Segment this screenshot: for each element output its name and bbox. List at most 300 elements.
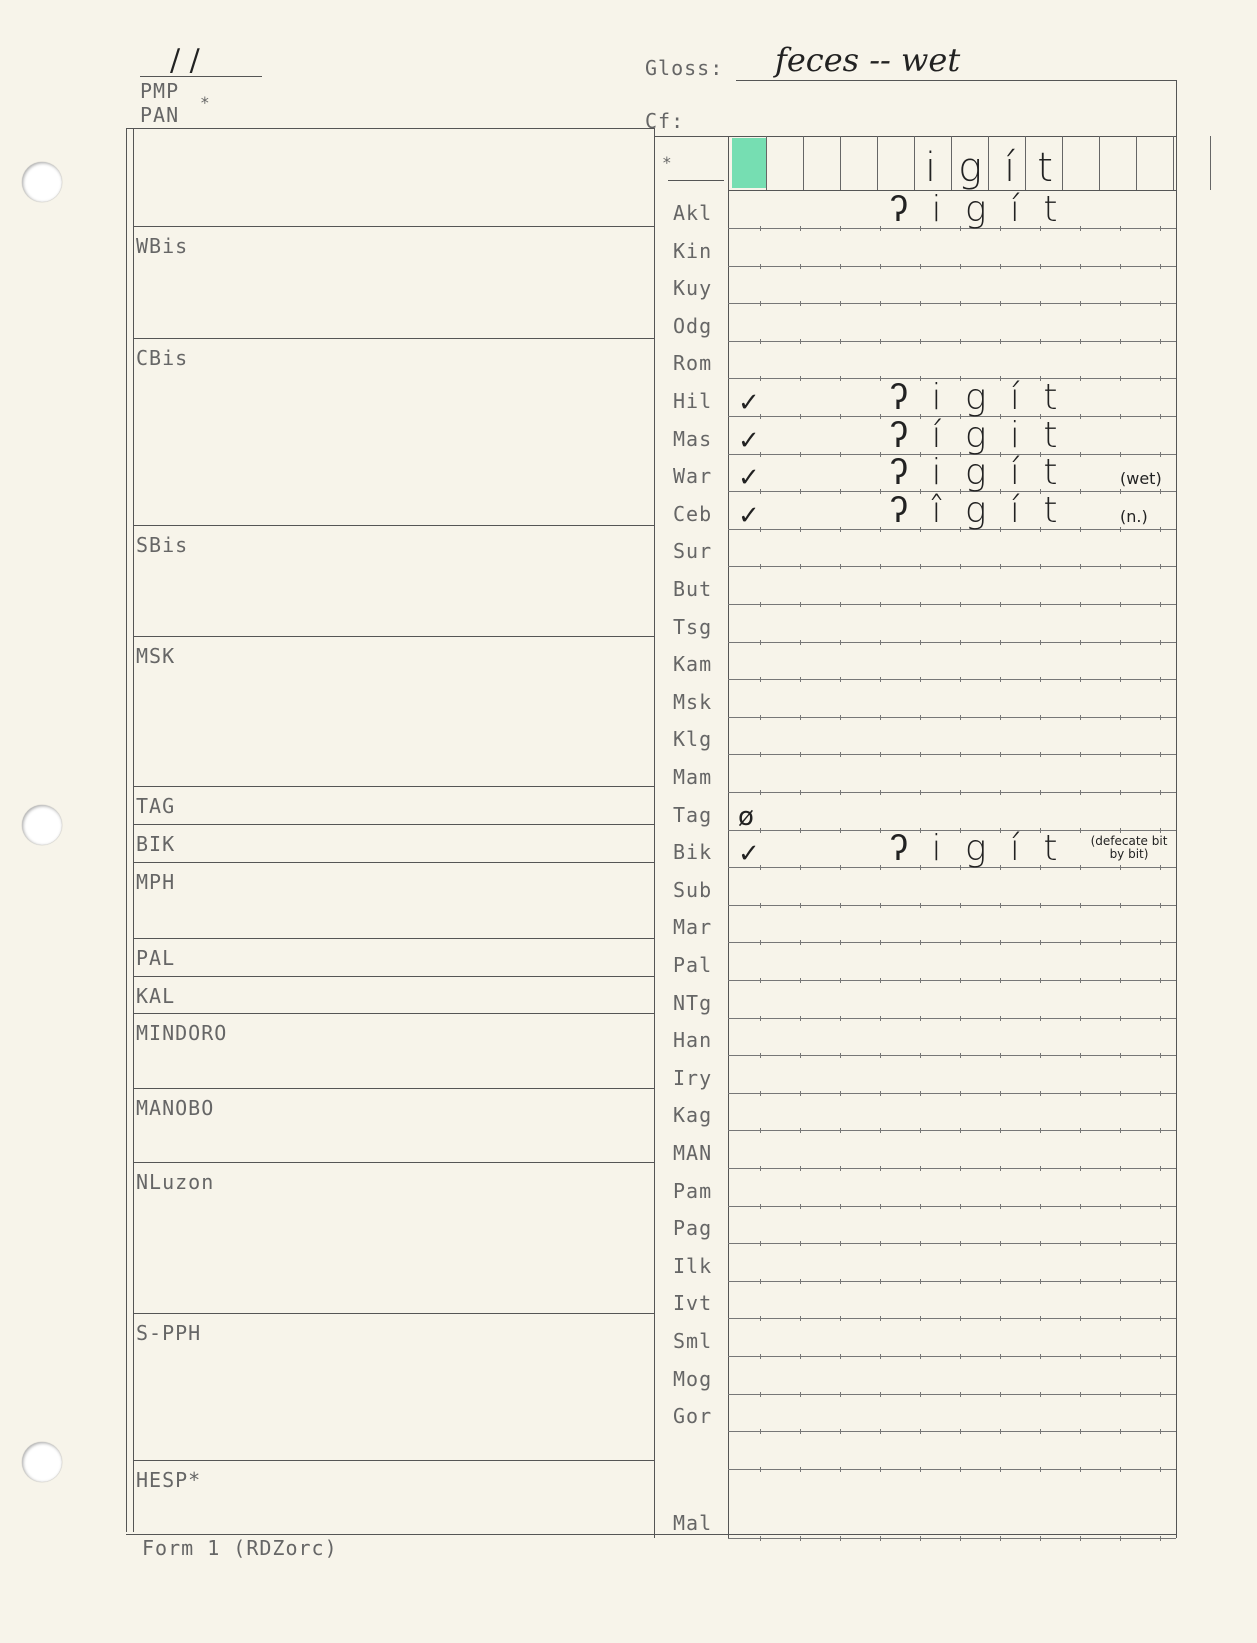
- row-tick: [1120, 677, 1121, 682]
- language-row-line: [728, 1538, 1176, 1539]
- row-tick: [1040, 640, 1041, 645]
- row-tick: [1160, 1316, 1161, 1321]
- row-tick: [800, 264, 801, 269]
- row-tick: [1000, 1467, 1001, 1472]
- row-tick: [1040, 264, 1041, 269]
- row-tick: [760, 527, 761, 532]
- row-tick: [800, 564, 801, 569]
- language-code: Mam: [673, 765, 713, 789]
- row-tick: [1120, 602, 1121, 607]
- row-tick: [1000, 301, 1001, 306]
- row-tick: [880, 903, 881, 908]
- row-tick: [1160, 903, 1161, 908]
- group-label: KAL: [136, 984, 176, 1008]
- row-tick: [960, 1053, 961, 1058]
- handwritten-note: (n.): [1120, 506, 1148, 526]
- gloss-label: Gloss:: [645, 56, 724, 80]
- language-code: Kag: [673, 1103, 713, 1128]
- row-tick: [880, 226, 881, 231]
- row-tick: [1040, 1392, 1041, 1397]
- language-code: Sml: [673, 1329, 713, 1353]
- row-tick: [1040, 1279, 1041, 1284]
- group-separator: [133, 862, 654, 863]
- group-label: PAL: [136, 946, 176, 970]
- row-tick: [800, 1016, 801, 1021]
- frame-divider-2: [728, 136, 729, 1538]
- row-tick: [1080, 489, 1081, 494]
- row-tick: [960, 1128, 961, 1133]
- row-tick: [1120, 264, 1121, 269]
- row-tick: [1000, 1536, 1001, 1541]
- row-tick: [1160, 715, 1161, 720]
- row-tick: [800, 1166, 801, 1171]
- row-tick: [880, 1316, 881, 1321]
- row-tick: [800, 1429, 801, 1434]
- row-tick: [800, 865, 801, 870]
- row-tick: [1000, 564, 1001, 569]
- row-tick: [800, 677, 801, 682]
- language-row-line: [728, 1206, 1176, 1207]
- row-tick: [1120, 865, 1121, 870]
- row-tick: [840, 1166, 841, 1171]
- row-tick: [840, 1354, 841, 1359]
- row-tick: [880, 1241, 881, 1246]
- language-row-line: [728, 341, 1176, 342]
- row-tick: [920, 640, 921, 645]
- row-tick: [1040, 339, 1041, 344]
- row-tick: [960, 1354, 961, 1359]
- language-row-line: [728, 1281, 1176, 1282]
- language-row-line: [728, 1394, 1176, 1395]
- row-tick: [840, 264, 841, 269]
- row-tick: [760, 1091, 761, 1096]
- row-tick: [760, 1204, 761, 1209]
- language-code: Kin: [673, 238, 713, 263]
- row-tick: [760, 339, 761, 344]
- handwritten-note: (wet): [1120, 469, 1162, 489]
- row-tick: [920, 1467, 921, 1472]
- row-tick: [920, 1016, 921, 1021]
- row-tick: [1000, 1316, 1001, 1321]
- row-tick: [1160, 640, 1161, 645]
- row-tick: [840, 903, 841, 908]
- group-separator: [133, 824, 654, 825]
- row-tick: [920, 1536, 921, 1541]
- row-tick: [1000, 1279, 1001, 1284]
- row-tick: [840, 1053, 841, 1058]
- row-tick: [1120, 790, 1121, 795]
- reconstruction-cell: [877, 136, 878, 190]
- row-tick: [880, 339, 881, 344]
- row-tick: [880, 1392, 881, 1397]
- row-tick: [880, 1166, 881, 1171]
- row-tick: [1080, 414, 1081, 419]
- language-row-line: [728, 1318, 1176, 1319]
- gloss-value: feces -- wet: [775, 41, 961, 79]
- group-separator: [133, 1013, 654, 1014]
- language-code: MAN: [673, 1141, 713, 1165]
- row-tick: [760, 1392, 761, 1397]
- row-tick: [800, 1392, 801, 1397]
- language-code: Hil: [673, 389, 713, 413]
- language-row-line: [728, 980, 1176, 981]
- language-code: Mar: [673, 915, 713, 940]
- row-tick: [880, 715, 881, 720]
- reconstruction-star: *: [662, 153, 673, 172]
- row-tick: [1000, 602, 1001, 607]
- row-tick: [760, 1354, 761, 1359]
- row-tick: [880, 790, 881, 795]
- language-code: Gor: [673, 1404, 713, 1429]
- row-tick: [1080, 903, 1081, 908]
- row-tick: [840, 226, 841, 231]
- row-tick: [1120, 1429, 1121, 1434]
- handwritten-form: ʔ i g í t: [890, 828, 1064, 870]
- row-tick: [1120, 1016, 1121, 1021]
- row-tick: [800, 1053, 801, 1058]
- row-tick: [920, 1053, 921, 1058]
- language-code: Mas: [673, 426, 713, 451]
- group-label: WBis: [136, 234, 189, 258]
- frame-top-right: [654, 136, 1176, 137]
- row-tick: [1160, 1091, 1161, 1096]
- row-tick: [1000, 752, 1001, 757]
- pan-star: *: [200, 93, 211, 112]
- language-code: Iry: [673, 1065, 713, 1090]
- row-tick: [760, 376, 761, 381]
- row-tick: [1120, 828, 1121, 833]
- row-tick: [960, 940, 961, 945]
- row-tick: [960, 1536, 961, 1541]
- row-tick: [1160, 978, 1161, 983]
- row-tick: [840, 602, 841, 607]
- row-tick: [800, 940, 801, 945]
- language-row-line: [728, 679, 1176, 680]
- row-tick: [880, 828, 881, 833]
- row-tick: [800, 752, 801, 757]
- row-tick: [1120, 640, 1121, 645]
- language-row-line: [728, 604, 1176, 605]
- row-tick: [960, 1091, 961, 1096]
- row-tick: [1080, 978, 1081, 983]
- row-tick: [1000, 1053, 1001, 1058]
- language-code: Sur: [673, 539, 713, 564]
- row-tick: [880, 1016, 881, 1021]
- row-tick: [880, 602, 881, 607]
- row-tick: [1040, 715, 1041, 720]
- row-tick: [880, 564, 881, 569]
- row-tick: [840, 414, 841, 419]
- row-tick: [1000, 1016, 1001, 1021]
- row-tick: [800, 715, 801, 720]
- row-tick: [1040, 1467, 1041, 1472]
- row-tick: [760, 1053, 761, 1058]
- language-row-line: [728, 1356, 1176, 1357]
- row-tick: [920, 1166, 921, 1171]
- row-tick: [1080, 865, 1081, 870]
- row-tick: [960, 752, 961, 757]
- row-tick: [760, 264, 761, 269]
- reconstruction-cell: [1173, 136, 1174, 190]
- row-tick: [1080, 527, 1081, 532]
- language-row-line: [728, 303, 1176, 304]
- row-tick: [760, 903, 761, 908]
- reconstruction-cell: [1136, 136, 1137, 190]
- language-code: Mal: [673, 1511, 713, 1535]
- reconstruction-dash: [668, 180, 724, 181]
- handwritten-form: ʔ i g í t: [890, 377, 1064, 418]
- row-tick: [840, 865, 841, 870]
- row-tick: [1160, 1241, 1161, 1246]
- row-tick: [1160, 264, 1161, 269]
- row-tick: [1000, 1091, 1001, 1096]
- row-tick: [1120, 489, 1121, 494]
- row-tick: [920, 715, 921, 720]
- row-tick: [840, 527, 841, 532]
- row-tick: [840, 1016, 841, 1021]
- row-tick: [920, 301, 921, 306]
- gloss-underline: [736, 80, 1176, 81]
- row-tick: [1160, 226, 1161, 231]
- row-tick: [760, 1536, 761, 1541]
- row-tick: [760, 414, 761, 419]
- row-tick: [1080, 339, 1081, 344]
- row-tick: [960, 640, 961, 645]
- row-tick: [840, 339, 841, 344]
- language-code: But: [673, 577, 713, 601]
- row-tick: [880, 1429, 881, 1434]
- cognate-mark: ✓: [738, 388, 760, 418]
- row-tick: [840, 301, 841, 306]
- row-tick: [1040, 752, 1041, 757]
- row-tick: [960, 1279, 961, 1284]
- row-tick: [920, 264, 921, 269]
- row-tick: [960, 903, 961, 908]
- row-tick: [1080, 1128, 1081, 1133]
- row-tick: [960, 564, 961, 569]
- group-label: BIK: [136, 832, 176, 856]
- row-tick: [920, 1128, 921, 1133]
- row-tick: [760, 489, 761, 494]
- row-tick: [1000, 640, 1001, 645]
- reconstruction-cell: [914, 136, 915, 190]
- row-tick: [1120, 1536, 1121, 1541]
- group-label: TAG: [136, 794, 176, 818]
- row-tick: [1040, 677, 1041, 682]
- row-tick: [800, 1091, 801, 1096]
- row-tick: [960, 790, 961, 795]
- row-tick: [1040, 301, 1041, 306]
- row-tick: [840, 489, 841, 494]
- row-tick: [800, 790, 801, 795]
- row-tick: [1120, 1166, 1121, 1171]
- language-row-line: [728, 1243, 1176, 1244]
- row-tick: [1080, 752, 1081, 757]
- row-tick: [840, 1091, 841, 1096]
- row-tick: [1120, 1053, 1121, 1058]
- row-tick: [960, 978, 961, 983]
- row-tick: [760, 1241, 761, 1246]
- row-tick: [760, 452, 761, 457]
- row-tick: [920, 1241, 921, 1246]
- row-tick: [800, 414, 801, 419]
- row-tick: [1040, 1016, 1041, 1021]
- row-tick: [1000, 978, 1001, 983]
- row-tick: [1000, 264, 1001, 269]
- row-tick: [1000, 1166, 1001, 1171]
- row-tick: [1080, 1091, 1081, 1096]
- row-tick: [1160, 1392, 1161, 1397]
- row-tick: [1120, 414, 1121, 419]
- row-tick: [760, 752, 761, 757]
- reconstruction-cell: [840, 136, 841, 190]
- row-tick: [880, 1053, 881, 1058]
- pan-label: PAN: [140, 103, 180, 127]
- binder-hole-top: [22, 162, 62, 202]
- date-slashes: / /: [170, 43, 200, 78]
- row-tick: [840, 752, 841, 757]
- group-label: MINDORO: [136, 1021, 228, 1045]
- row-tick: [1040, 602, 1041, 607]
- row-tick: [1080, 1279, 1081, 1284]
- group-label: CBis: [136, 346, 189, 370]
- row-tick: [960, 1467, 961, 1472]
- frame-top-left: [126, 128, 654, 129]
- row-tick: [1040, 1316, 1041, 1321]
- row-tick: [840, 1316, 841, 1321]
- row-tick: [920, 1204, 921, 1209]
- row-tick: [800, 226, 801, 231]
- row-tick: [800, 828, 801, 833]
- row-tick: [960, 715, 961, 720]
- row-tick: [800, 1204, 801, 1209]
- row-tick: [1040, 1241, 1041, 1246]
- language-row-line: [728, 1168, 1176, 1169]
- group-separator: [133, 525, 654, 526]
- row-tick: [880, 978, 881, 983]
- row-tick: [1120, 301, 1121, 306]
- row-tick: [1080, 1053, 1081, 1058]
- group-separator: [133, 1460, 654, 1461]
- row-tick: [960, 1166, 961, 1171]
- language-row-line: [728, 1469, 1176, 1470]
- language-code: War: [673, 464, 713, 489]
- group-separator: [133, 1162, 654, 1163]
- row-tick: [880, 527, 881, 532]
- row-tick: [1080, 677, 1081, 682]
- row-tick: [1120, 1091, 1121, 1096]
- row-tick: [1080, 1204, 1081, 1209]
- row-tick: [920, 1354, 921, 1359]
- language-code: Pag: [673, 1216, 713, 1241]
- handwritten-form: ʔ i g í t: [890, 452, 1064, 494]
- cognate-mark: ø: [738, 801, 754, 832]
- row-tick: [920, 903, 921, 908]
- row-tick: [840, 677, 841, 682]
- row-tick: [960, 1241, 961, 1246]
- row-tick: [1160, 1016, 1161, 1021]
- row-tick: [840, 376, 841, 381]
- row-tick: [1160, 376, 1161, 381]
- row-tick: [760, 1316, 761, 1321]
- row-tick: [1040, 1053, 1041, 1058]
- row-tick: [1160, 940, 1161, 945]
- row-tick: [1000, 940, 1001, 945]
- row-tick: [1000, 1354, 1001, 1359]
- row-tick: [840, 1241, 841, 1246]
- language-row-line: [728, 1431, 1176, 1432]
- row-tick: [1040, 790, 1041, 795]
- row-tick: [1080, 790, 1081, 795]
- binder-hole-middle: [22, 805, 62, 845]
- row-tick: [800, 452, 801, 457]
- row-tick: [880, 264, 881, 269]
- row-tick: [920, 790, 921, 795]
- row-tick: [840, 1204, 841, 1209]
- row-tick: [880, 1091, 881, 1096]
- row-tick: [760, 301, 761, 306]
- language-code: Ivt: [673, 1291, 713, 1316]
- row-tick: [840, 1536, 841, 1541]
- language-code: Odg: [673, 313, 713, 338]
- row-tick: [1040, 1091, 1041, 1096]
- row-tick: [1120, 564, 1121, 569]
- group-label: MPH: [136, 870, 176, 894]
- row-tick: [1040, 978, 1041, 983]
- row-tick: [1080, 564, 1081, 569]
- row-tick: [920, 677, 921, 682]
- row-tick: [1080, 301, 1081, 306]
- row-tick: [1120, 1204, 1121, 1209]
- row-tick: [1160, 752, 1161, 757]
- row-tick: [920, 564, 921, 569]
- row-tick: [920, 1279, 921, 1284]
- row-tick: [960, 1016, 961, 1021]
- row-tick: [920, 1316, 921, 1321]
- row-tick: [1120, 376, 1121, 381]
- row-tick: [800, 1354, 801, 1359]
- row-tick: [800, 978, 801, 983]
- language-row-line: [728, 792, 1176, 793]
- row-tick: [1040, 1166, 1041, 1171]
- row-tick: [1000, 903, 1001, 908]
- row-tick: [1080, 1166, 1081, 1171]
- row-tick: [1040, 1429, 1041, 1434]
- row-tick: [800, 376, 801, 381]
- row-tick: [760, 640, 761, 645]
- row-tick: [1080, 940, 1081, 945]
- row-tick: [920, 602, 921, 607]
- frame-bottom: [126, 1534, 1176, 1535]
- row-tick: [1080, 264, 1081, 269]
- row-tick: [760, 677, 761, 682]
- row-tick: [1080, 640, 1081, 645]
- handwritten-form: ʔ i g í t: [890, 189, 1064, 230]
- row-tick: [1080, 376, 1081, 381]
- row-tick: [1040, 1354, 1041, 1359]
- language-code: Tag: [673, 802, 713, 827]
- row-tick: [760, 1016, 761, 1021]
- language-code: Kam: [673, 652, 713, 677]
- row-tick: [920, 752, 921, 757]
- frame-left: [126, 128, 127, 1532]
- language-code: Tsg: [673, 614, 713, 639]
- row-tick: [1040, 1204, 1041, 1209]
- language-code: Han: [673, 1028, 713, 1053]
- row-tick: [1000, 339, 1001, 344]
- row-tick: [1000, 1392, 1001, 1397]
- row-tick: [880, 1204, 881, 1209]
